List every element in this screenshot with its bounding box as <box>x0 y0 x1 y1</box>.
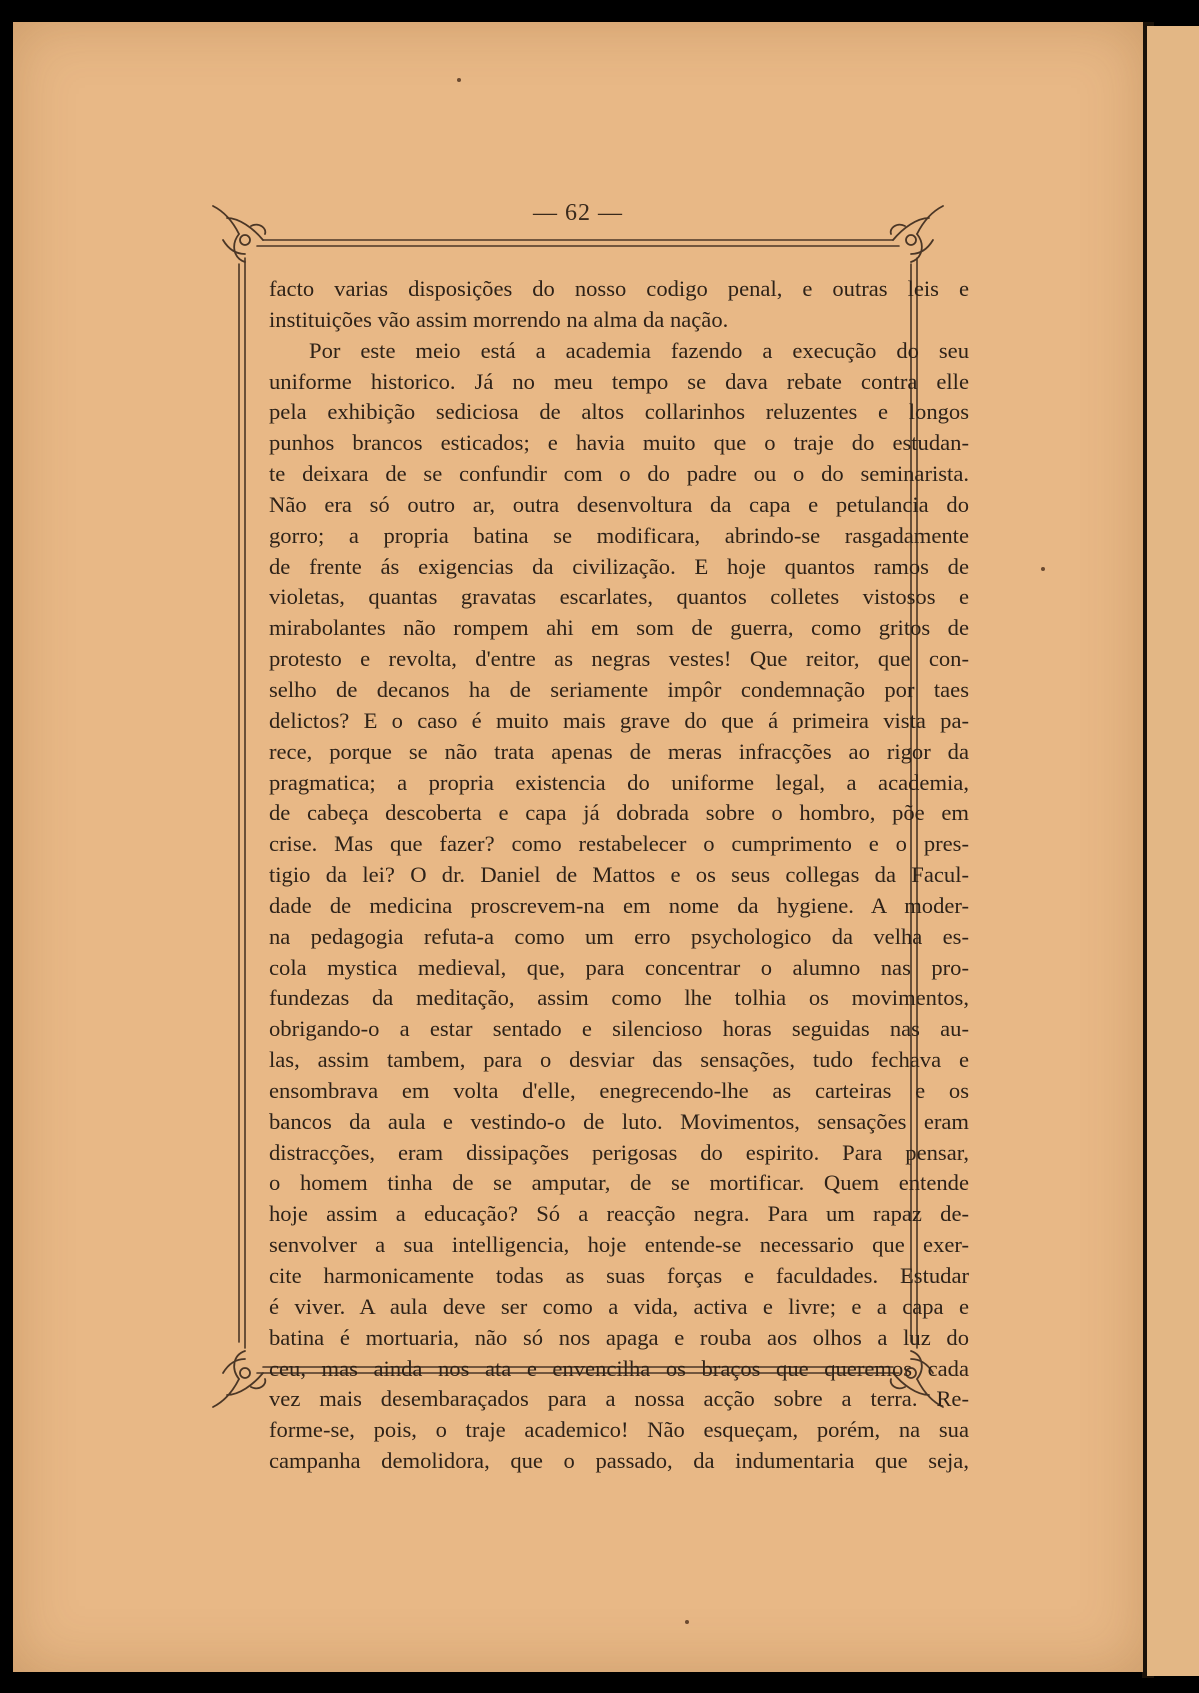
text-line: Não era só outro ar, outra desenvoltura da capa e petulancia do <box>269 491 969 517</box>
text-line: é viver. A aula deve ser como a vida, activa e livre; e a capa e <box>269 1293 969 1319</box>
ornamental-corner-flourish-bottom-left <box>213 1351 265 1407</box>
text-line: vez mais desembaraçados para a nossa acção sobre a terra. Re- <box>269 1386 969 1412</box>
paper-speck <box>457 78 461 82</box>
text-line: batina é mortuaria, não só nos apaga e rouba aos olhos a luz do <box>269 1324 969 1350</box>
text-line: mirabolantes não rompem ahi em som de guerra, como gritos de <box>269 615 969 641</box>
text-line: ensombrava em volta d'elle, enegrecendo-lhe as carteiras e os <box>269 1077 969 1103</box>
text-line: obrigando-o a estar sentado e silencioso horas seguidas nas au- <box>269 1016 969 1042</box>
text-line: distracções, eram dissipações perigosas do espirito. Para pensar, <box>269 1139 969 1165</box>
text-line: forme-se, pois, o traje academico! Não esqueçam, porém, na sua <box>269 1417 969 1443</box>
text-line: bancos da aula e vestindo-o de luto. Movimentos, sensações eram <box>269 1108 969 1134</box>
text-line: de cabeça descoberta e capa já dobrada sobre o hombro, põe em <box>269 800 969 826</box>
text-line: pragmatica; a propria existencia do uniforme legal, a academia, <box>269 769 969 795</box>
text-line: na pedagogia refuta-a como um erro psychologico da velha es- <box>269 923 969 949</box>
text-line: gorro; a propria batina se modificara, abrindo-se rasgadamente <box>269 522 969 548</box>
text-line: uniforme historico. Já no meu tempo se dava rebate contra elle <box>269 368 969 394</box>
text-line: protesto e revolta, d'entre as negras vestes! Que reitor, que con- <box>269 646 969 672</box>
book-page <box>13 22 1143 1672</box>
text-line: dade de medicina proscrevem-na em nome da hygiene. A moder- <box>269 892 969 918</box>
text-line: campanha demolidora, que o passado, da indumentaria que seja, <box>269 1448 969 1474</box>
text-line: cola mystica medieval, que, para concentrar o alumno nas pro- <box>269 954 969 980</box>
paper-speck <box>685 1620 689 1624</box>
adjacent-page-edge <box>1147 26 1199 1676</box>
text-line: cite harmonicamente todas as suas forças e faculdades. Estudar <box>269 1263 969 1288</box>
text-line: rece, porque se não trata apenas de meras infracções ao rigor da <box>269 738 969 764</box>
paper-speck <box>1041 567 1045 571</box>
text-line: crise. Mas que fazer? como restabelecer o cumprimento e o pres- <box>269 831 969 857</box>
text-line: ceu, mas ainda nos ata e envencilha os braços que queremos cada <box>269 1355 969 1381</box>
page-number: — 62 — <box>533 200 623 226</box>
text-line: punhos brancos esticados; e havia muito que o traje do estudan- <box>269 430 969 456</box>
text-line: instituições vão assim morrendo na alma da nação. <box>269 306 729 332</box>
text-line: violetas, quantas gravatas escarlates, quantos colletes vistosos e <box>269 584 969 610</box>
text-line: delictos? E o caso é muito mais grave do que á primeira vista pa- <box>269 707 969 733</box>
ornamental-corner-flourish-top-right <box>891 206 943 262</box>
text-line: pela exhibição sediciosa de altos collarinhos reluzentes e longos <box>269 399 969 425</box>
text-line: tigio da lei? O dr. Daniel de Mattos e os seus collegas da Facul- <box>269 862 969 888</box>
text-line: senvolver a sua intelligencia, hoje entende-se necessario que exer- <box>269 1232 969 1258</box>
text-line: Por este meio está a academia fazendo a execução do seu <box>309 337 969 363</box>
text-line: las, assim tambem, para o desviar das sensações, tudo fechava e <box>269 1047 969 1073</box>
text-line: selho de decanos ha de seriamente impôr condemnação por taes <box>269 676 969 702</box>
ornamental-corner-flourish-top-left <box>213 206 265 262</box>
text-line: hoje assim a educação? Só a reacção negra. Para um rapaz de- <box>269 1201 969 1227</box>
text-line: o homem tinha de se amputar, de se mortificar. Quem entende <box>269 1170 969 1196</box>
text-line: te deixara de se confundir com o do padre ou o do seminarista. <box>269 461 969 487</box>
body-text <box>269 274 969 1477</box>
text-line: facto varias disposições do nosso codigo penal, e outras leis e <box>269 276 969 301</box>
text-line: fundezas da meditação, assim como lhe tolhia os movimentos, <box>269 985 969 1011</box>
text-line: de frente ás exigencias da civilização. E hoje quantos ramos de <box>269 553 969 579</box>
